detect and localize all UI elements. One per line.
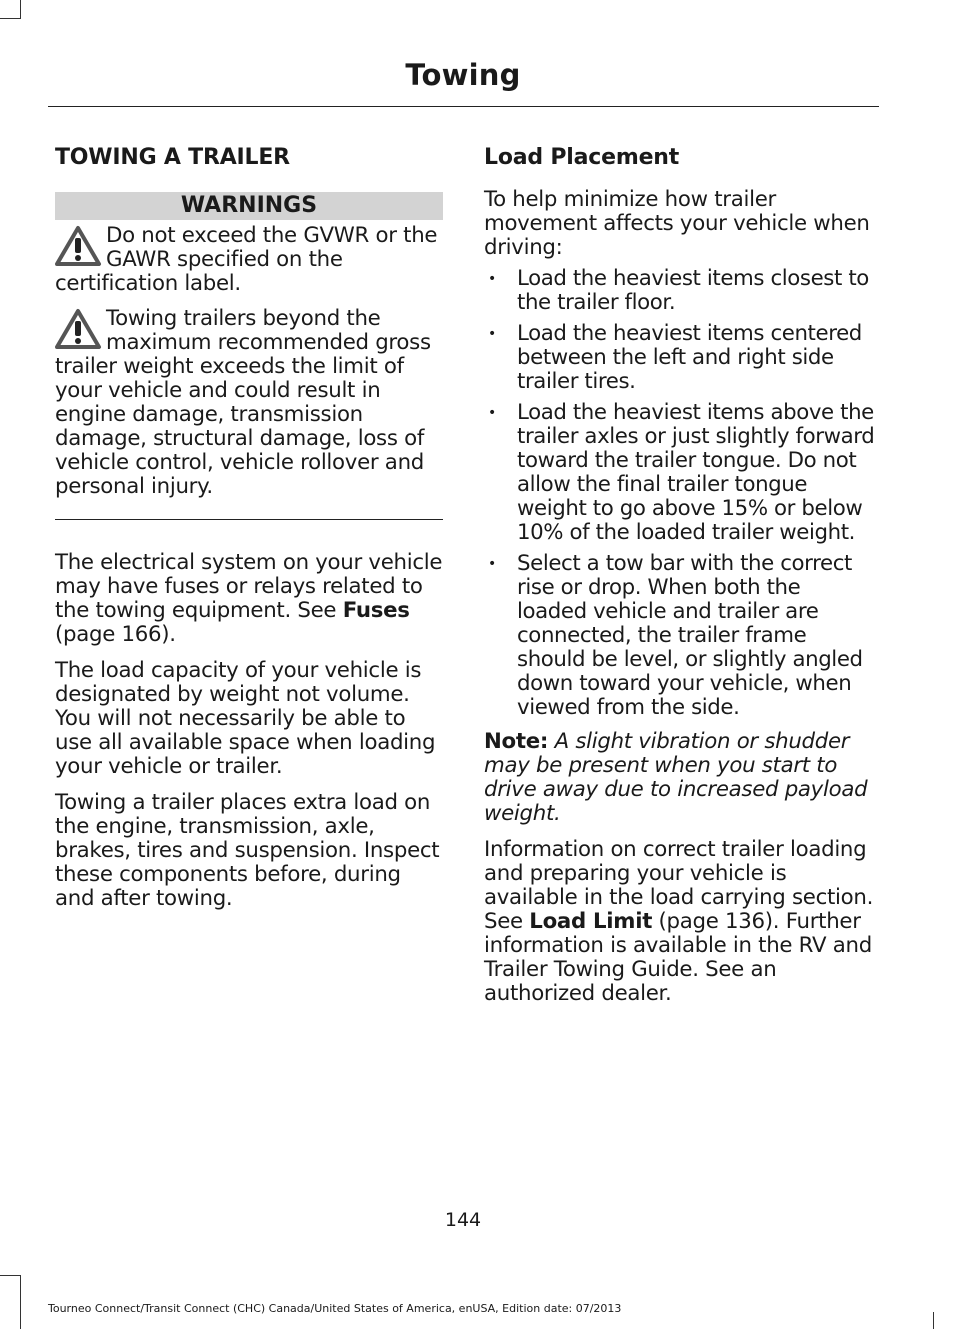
title-rule [48,106,879,107]
warning-item [55,307,443,499]
warning-text: Towing trailers beyond the maximum recommended gross trailer weight exceeds the limit of your vehicle and could result in engine damage, transmission damage, structural damage, loss of vehicle control, vehicle rollover and personal injury. [55,306,431,499]
bullet-dot: • [488,556,496,572]
list-item: • Load the heaviest items above the trailer axles or just slightly forward toward the trailer tongue. Do not allow the final trailer tongue weight to go above 15% or below 10% of the loaded trailer weight. [488,400,875,545]
page-title: Towing [405,58,521,92]
load-limit-link[interactable]: Load Limit [529,909,653,934]
warning-triangle-icon [53,307,103,353]
warning-item [55,224,443,296]
section-heading-load-placement: Load Placement [484,145,680,170]
section-heading-towing: TOWING A TRAILER [55,145,290,170]
page-number: 144 [444,1209,482,1231]
section-divider [55,519,443,520]
bullet-dot: • [488,405,496,421]
list-item: • Select a tow bar with the correct rise or drop. When both the loaded vehicle and trailer are connected, the trailer frame should be level, or slightly angled down toward your vehicle, when viewed from the side. [488,551,863,720]
bullet-list [484,267,876,720]
crop-mark [0,18,20,19]
list-item: • Load the heaviest items closest to the trailer floor. [488,266,869,315]
crop-mark [933,1312,934,1329]
edition-footer: Tourneo Connect/Transit Connect (CHC) Canada/United States of America, enUSA, Edition date: 07/2013 [48,1302,622,1315]
right-column [484,145,876,1018]
crop-mark [20,0,21,19]
fuses-link[interactable]: Fuses [342,598,410,623]
crop-mark [20,1275,21,1329]
paragraph-info: Information on correct trailer loading and preparing your vehicle is available in the load carrying section. See Load Limit (page 136). Further information is available in the RV and Trailer Towing Guide. See an authorized dealer. [484,837,874,1006]
list-item: • Load the heaviest items centered between the left and right side trailer tires. [488,321,862,394]
paragraph-electrical: The electrical system on your vehicle may have fuses or relays related to the towing equipment. See Fuses (page 166). [55,550,443,647]
note-label: Note: [484,729,549,754]
bullet-dot: • [488,326,496,342]
paragraph-intro: To help minimize how trailer movement affects your vehicle when driving: [484,187,870,260]
paragraph-load-capacity: The load capacity of your vehicle is designated by weight not volume. You will not necessarily be able to use all available space when loading your vehicle or trailer. [55,658,436,779]
left-column [55,145,443,923]
crop-mark [0,1275,20,1276]
bullet-dot: • [488,271,496,287]
warning-triangle-icon [53,224,103,270]
warnings-banner: WARNINGS [55,192,443,220]
note-paragraph [484,730,876,826]
note-text: A slight vibration or shudder may be present when you start to drive away due to increased payload weight. [484,729,868,826]
paragraph-extra-load: Towing a trailer places extra load on the engine, transmission, axle, brakes, tires and suspension. Inspect these components before, during and after towing. [55,790,440,911]
warning-text: Do not exceed the GVWR or the GAWR specified on the certification label. [55,223,438,296]
